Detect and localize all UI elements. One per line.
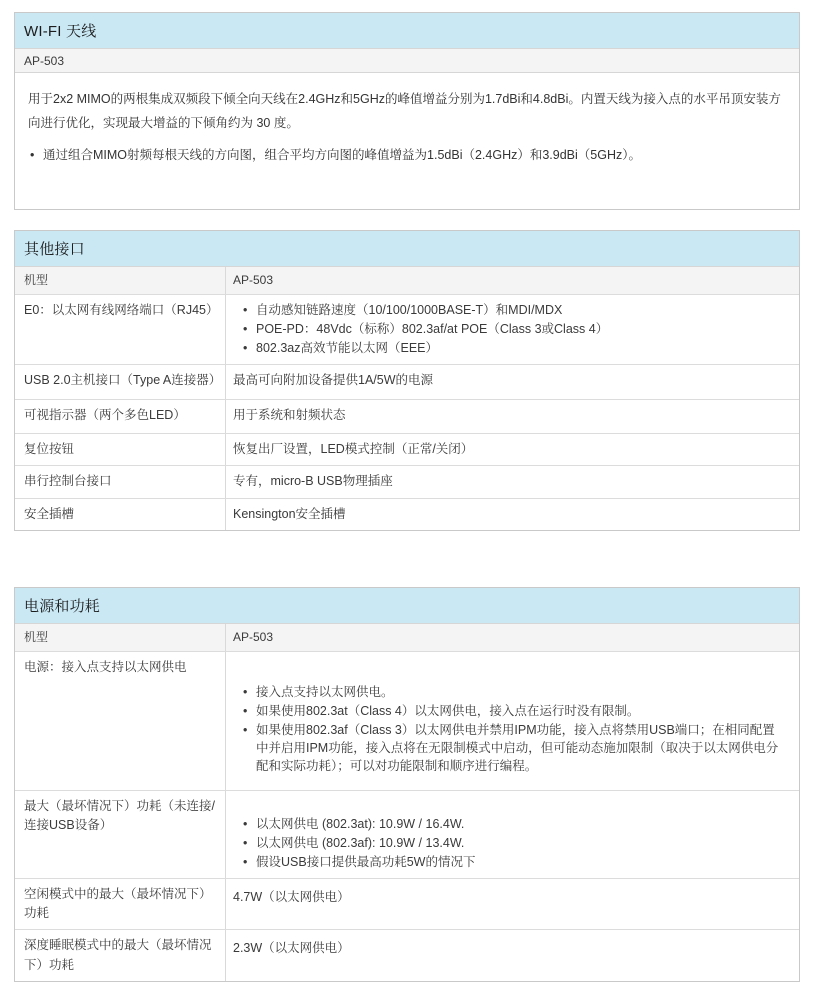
spec-value (226, 791, 799, 878)
spec-value (226, 400, 799, 433)
bullet-item: • POE-PD：48Vdc（标称）802.3af/at POE（Class 3或Class 4） (243, 320, 787, 338)
spec-row (15, 399, 799, 433)
spec-row (15, 878, 799, 930)
column-header-model: 机型 (15, 267, 226, 294)
spec-value (226, 466, 799, 497)
antenna-description (15, 72, 799, 209)
table-header-row (15, 623, 799, 651)
model-label: AP-503 (24, 53, 65, 68)
spec-value (226, 652, 799, 790)
spec-row (15, 651, 799, 790)
bullet-item: • 802.3az高效节能以太网（EEE） (243, 339, 787, 357)
spec-value (226, 434, 799, 465)
spec-label: USB 2.0主机接口（Type A连接器） (15, 365, 226, 399)
spec-text: 4.7W（以太网供电） (233, 889, 350, 904)
spec-row (15, 929, 799, 981)
bullet-item: • 接入点支持以太网供电。 (243, 683, 787, 701)
spec-text: 最高可向附加设备提供1A/5W的电源 (233, 373, 434, 387)
spec-label: 复位按钮 (15, 434, 226, 465)
bullet-item: • 假设USB接口提供最高功耗5W的情况下 (243, 853, 787, 871)
section-gap (14, 210, 800, 230)
bullet-item: • 如果使用802.3at（Class 4）以太网供电，接入点在运行时没有限制。 (243, 702, 787, 720)
bullet-item: • 通过组合MIMO射频每根天线的方向图，组合平均方向图的峰值增益为1.5dBi（2.4GHz）和3.9dBi（5GHz）。 (30, 143, 785, 167)
spec-label: 最大（最坏情况下）功耗（未连接/连接USB设备） (15, 791, 226, 878)
spec-value (226, 879, 799, 930)
spec-row (15, 294, 799, 364)
antenna-bullet-list (28, 143, 785, 167)
spec-table-body (15, 651, 799, 982)
spec-row (15, 790, 799, 878)
spec-value (226, 499, 799, 530)
antenna-paragraph: 用于2x2 MIMO的两根集成双频段下倾全向天线在2.4GHz和5GHz的峰值增益分别为1.7dBi和4.8dBi。内置天线为接入点的水平吊顶安装方向进行优化，实现最大增益的下倾角约为 30 度。 (28, 92, 781, 130)
bullet-item: • 如果使用802.3af（Class 3）以太网供电并禁用IPM功能，接入点将禁用USB端口；在相同配置中并启用IPM功能，接入点将在无限制模式中启动，但可能动态施加限制（取决于以太网供电分配和实际功耗）；可以对功能限制和顺序进行编程。 (243, 721, 787, 775)
spec-row (15, 498, 799, 530)
section-gap (14, 531, 800, 587)
spec-label: 电源：接入点支持以太网供电 (15, 652, 226, 790)
spec-label: E0：以太网有线网络端口（RJ45） (15, 295, 226, 364)
bullet-item: • 自动感知链路速度（10/100/1000BASE-T）和MDI/MDX (243, 301, 787, 319)
spec-bullet-list (233, 301, 787, 357)
section-title: 电源和功耗 (24, 598, 101, 616)
spec-text: Kensington安全插槽 (233, 506, 346, 521)
spec-label: 空闲模式中的最大（最坏情况下）功耗 (15, 879, 226, 930)
spec-table-body (15, 294, 799, 530)
spec-value (226, 295, 799, 364)
spec-text: 2.3W（以太网供电） (233, 941, 350, 956)
spec-label: 串行控制台接口 (15, 466, 226, 497)
spec-value (226, 930, 799, 981)
spec-label: 深度睡眠模式中的最大（最坏情况下）功耗 (15, 930, 226, 981)
spec-row (15, 364, 799, 399)
spec-text: 恢复出厂设置，LED模式控制（正常/关闭） (233, 442, 474, 456)
spec-text: 专有，micro-B USB物理插座 (233, 474, 393, 489)
column-header-model: 机型 (15, 624, 226, 651)
section-wifi-antenna (14, 12, 800, 210)
spec-bullet-list (233, 815, 787, 871)
spec-value (226, 365, 799, 399)
table-header-row (15, 266, 799, 294)
section-header-other-interfaces (15, 231, 799, 266)
section-title: 其他接口 (24, 241, 85, 258)
section-header-wifi-antenna (15, 13, 799, 48)
column-header-value: AP-503 (233, 630, 274, 645)
bullet-item: • 以太网供电 (802.3at): 10.9W / 16.4W. (243, 815, 787, 833)
spec-text: 用于系统和射频状态 (233, 408, 346, 422)
spec-label: 可视指示器（两个多色LED） (15, 400, 226, 433)
section-power-consumption (14, 587, 800, 982)
section-title: WI-FI 天线 (24, 23, 97, 40)
bullet-item: • 以太网供电 (802.3af): 10.9W / 13.4W. (243, 834, 787, 852)
spec-row (15, 465, 799, 497)
spec-bullet-list (233, 683, 787, 775)
spec-label: 安全插槽 (15, 499, 226, 530)
column-header-value: AP-503 (233, 273, 274, 287)
section-other-interfaces (14, 230, 800, 531)
spec-row (15, 433, 799, 465)
model-row (15, 48, 799, 72)
section-header-power-consumption (15, 588, 799, 623)
